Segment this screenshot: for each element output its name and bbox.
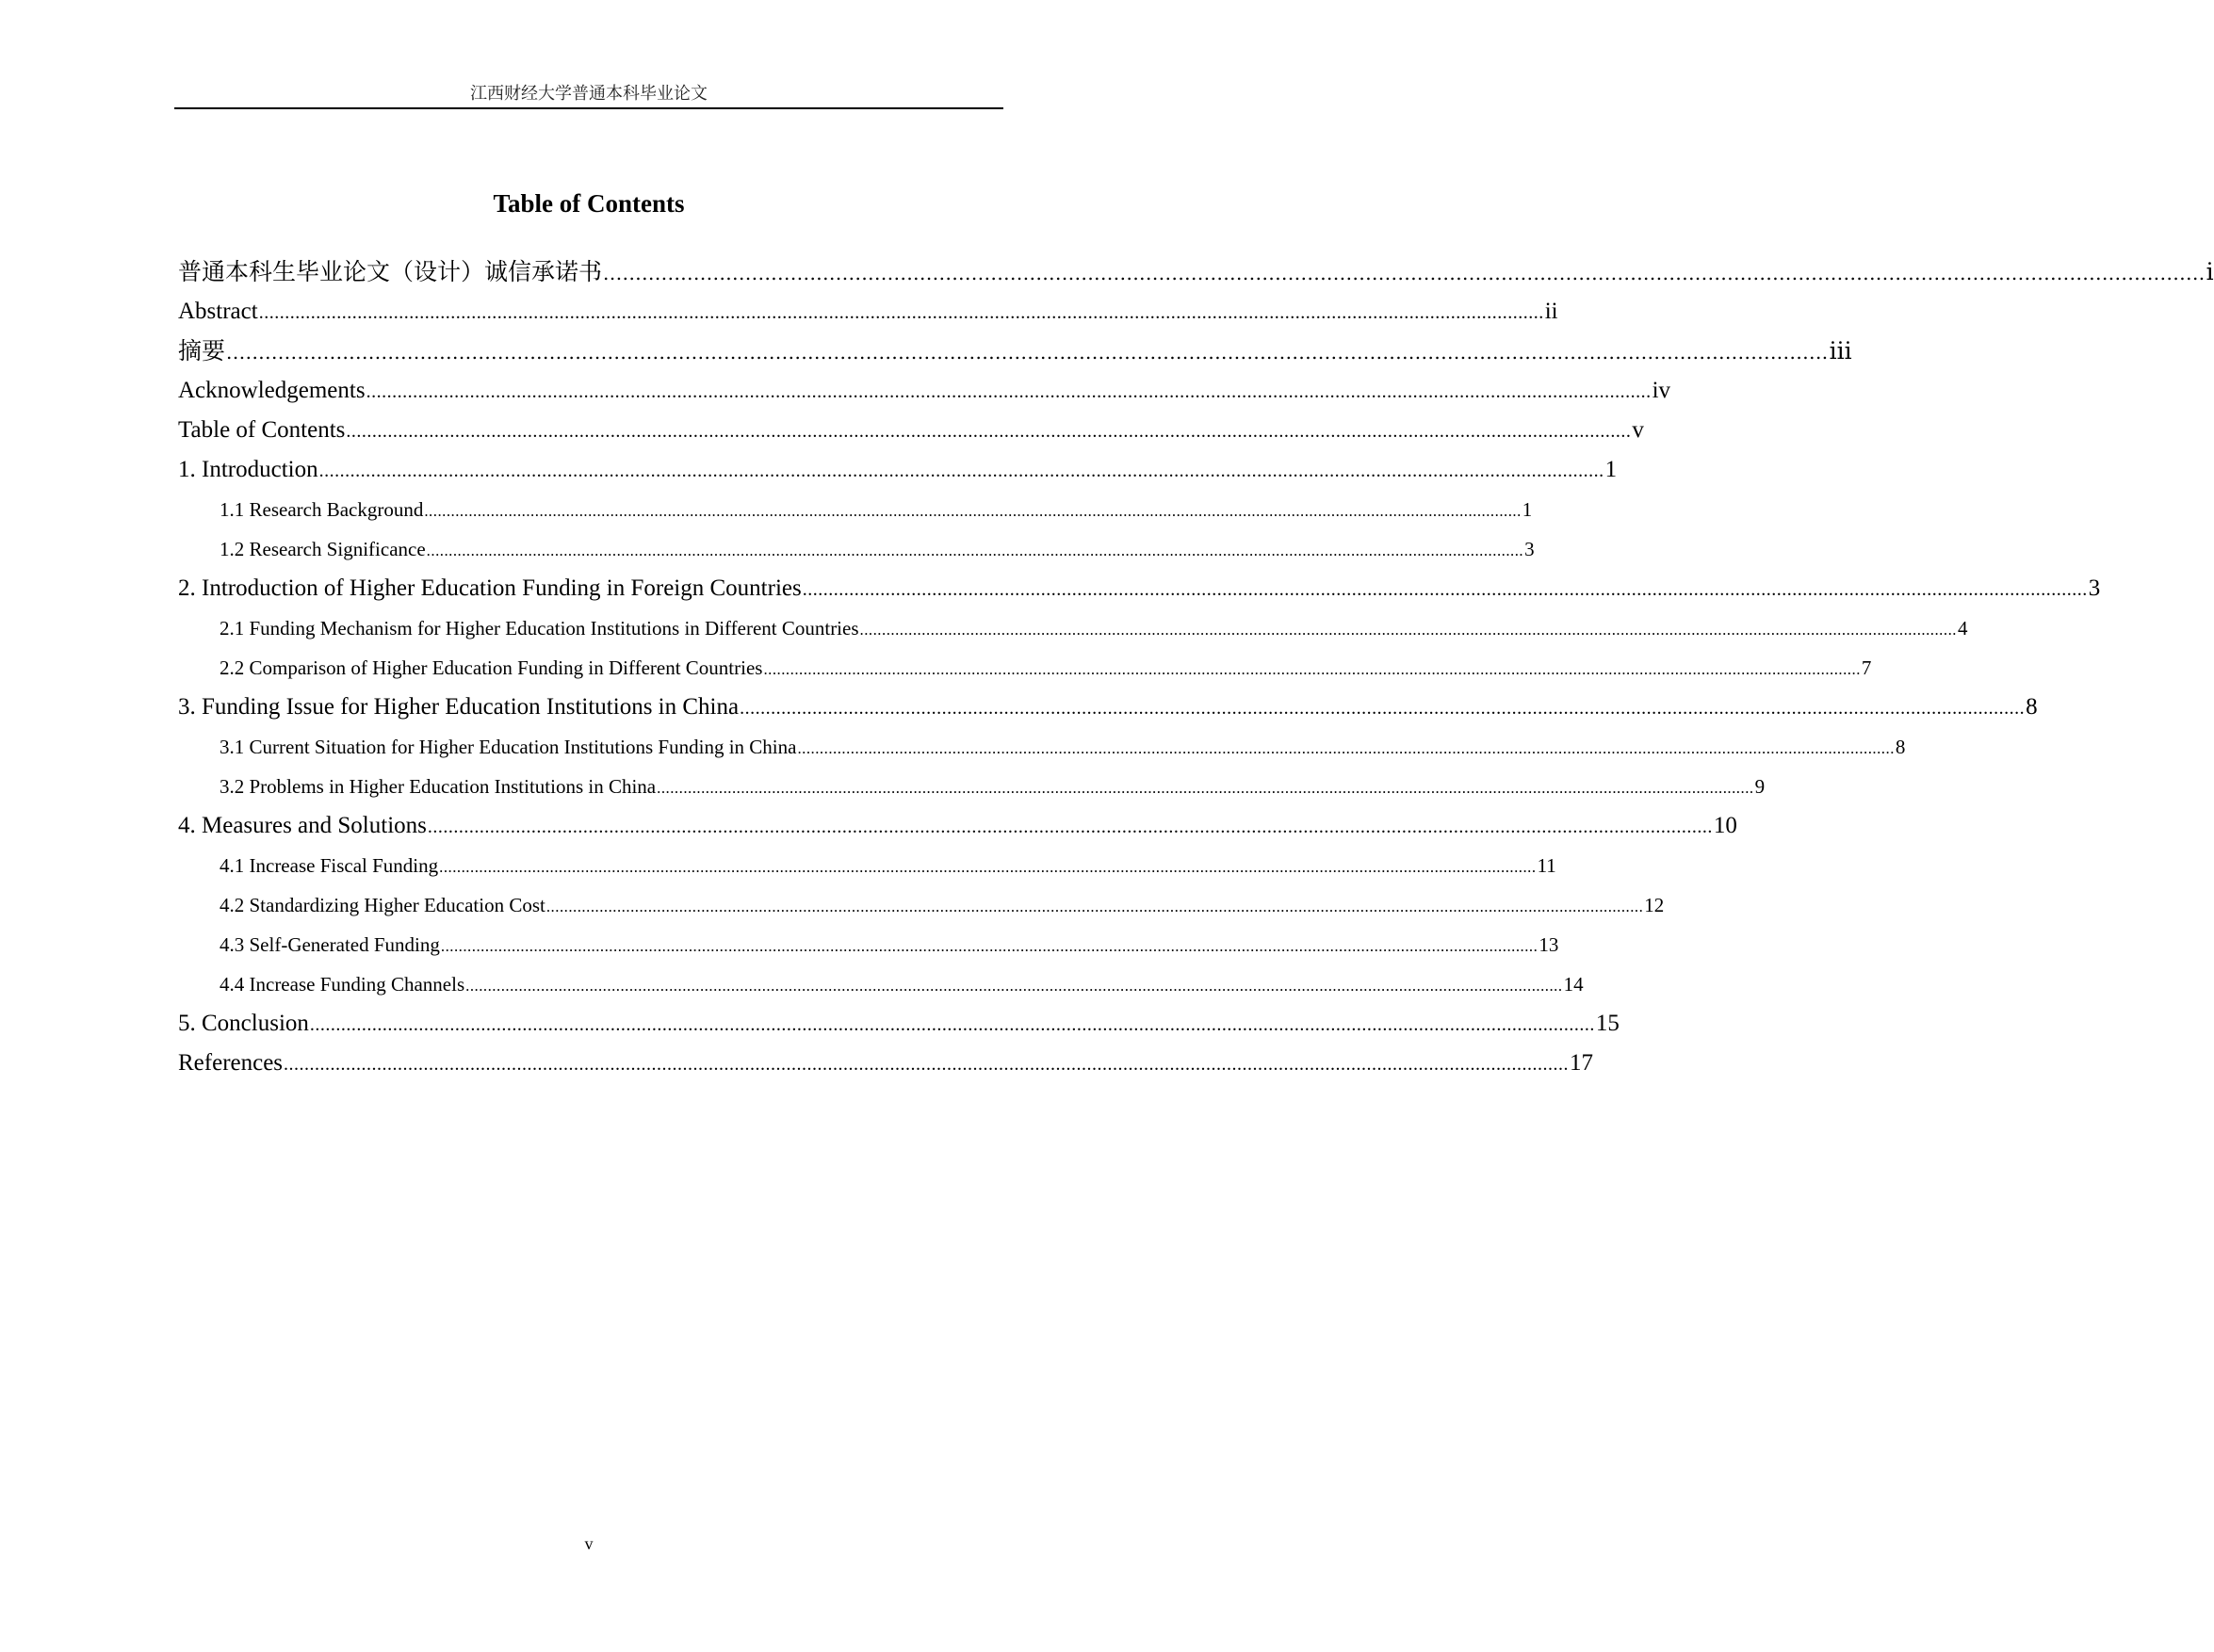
toc-entry-page: 14 bbox=[1563, 973, 1584, 996]
toc-entry-section-4-1[interactable] bbox=[178, 846, 1556, 885]
toc-entry-label: 1.1 Research Background bbox=[220, 498, 424, 521]
toc-entry-section-4-3[interactable] bbox=[178, 925, 1559, 964]
toc-entry-page: 8 bbox=[2026, 694, 2038, 720]
dot-leader bbox=[428, 807, 1713, 847]
toc-entry-page: 1 bbox=[1522, 498, 1533, 521]
toc-entry-label: 4.3 Self-Generated Funding bbox=[220, 933, 440, 956]
dot-leader bbox=[319, 451, 1604, 491]
toc-entry-section-1-2[interactable] bbox=[178, 529, 1535, 569]
toc-entry-page: 7 bbox=[1861, 656, 1872, 679]
toc-entry-label: Table of Contents bbox=[178, 417, 346, 443]
header-rule bbox=[174, 107, 1003, 109]
toc-entry-section-4-2[interactable] bbox=[178, 885, 1665, 925]
toc-entry-section-2-2[interactable] bbox=[178, 648, 1872, 688]
dot-leader bbox=[803, 570, 2088, 609]
toc-entry-label: 4. Measures and Solutions bbox=[178, 813, 427, 838]
toc-entry-page: ii bbox=[1544, 299, 1558, 324]
toc-entry-label: 3.2 Problems in Higher Education Institutions in China bbox=[220, 775, 657, 798]
toc-entry-page: 9 bbox=[1754, 775, 1766, 798]
toc-entry-section-1-1[interactable] bbox=[178, 490, 1533, 529]
running-header: 江西财经大学普通本科毕业论文 bbox=[470, 84, 708, 103]
toc-entry-page: 8 bbox=[1895, 736, 1906, 758]
dot-leader bbox=[860, 610, 1957, 650]
toc-entry-chapter-3[interactable] bbox=[178, 688, 2038, 727]
toc-entry-label: 4.1 Increase Fiscal Funding bbox=[220, 854, 439, 877]
dot-leader bbox=[465, 966, 1562, 1006]
toc-entry-page: 15 bbox=[1595, 1011, 1620, 1036]
toc-entry-abstract[interactable] bbox=[178, 292, 1558, 332]
toc-entry-page: 1 bbox=[1604, 457, 1618, 482]
toc-entry-label: 1.2 Research Significance bbox=[220, 538, 426, 560]
toc-entry-chapter-5[interactable] bbox=[178, 1004, 1620, 1044]
dot-leader bbox=[284, 1045, 1569, 1084]
toc-entry-chinese-abstract[interactable] bbox=[178, 332, 1852, 371]
toc-entry-label: Abstract bbox=[178, 299, 258, 324]
dot-leader bbox=[259, 293, 1544, 332]
dot-leader bbox=[427, 531, 1523, 571]
toc-entry-page: v bbox=[1632, 417, 1644, 443]
dot-leader bbox=[441, 927, 1538, 966]
toc-entry-page: 4 bbox=[1957, 617, 1968, 640]
toc-entry-chapter-2[interactable] bbox=[178, 569, 2101, 608]
toc-entry-page: 3 bbox=[2088, 575, 2101, 601]
toc-entry-chapter-4[interactable] bbox=[178, 806, 1737, 846]
toc-entry-page: 17 bbox=[1570, 1050, 1594, 1076]
dot-leader bbox=[546, 887, 1643, 927]
toc-entry-label: 5. Conclusion bbox=[178, 1011, 309, 1036]
dot-leader bbox=[657, 769, 1753, 808]
toc-list bbox=[178, 252, 2214, 1083]
toc-entry-label: 1. Introduction bbox=[178, 457, 318, 482]
toc-entry-page: 10 bbox=[1713, 813, 1737, 838]
toc-entry-label: 2.1 Funding Mechanism for Higher Education Institutions in Different Countries bbox=[220, 617, 859, 640]
dot-leader bbox=[603, 253, 2206, 293]
dot-leader bbox=[310, 1005, 1595, 1045]
toc-entry-section-2-1[interactable] bbox=[178, 608, 1968, 648]
toc-entry-label: 普通本科生毕业论文（设计）诚信承诺书 bbox=[178, 258, 603, 285]
toc-entry-page: 3 bbox=[1524, 538, 1535, 560]
dot-leader bbox=[366, 372, 1652, 412]
dot-leader bbox=[797, 729, 1894, 769]
dot-leader bbox=[226, 332, 1829, 372]
page-title: Table of Contents bbox=[493, 189, 685, 218]
toc-entry-page: 11 bbox=[1537, 854, 1556, 877]
dot-leader bbox=[346, 412, 1631, 451]
toc-entry-label: Acknowledgements bbox=[178, 378, 366, 403]
dot-leader bbox=[740, 688, 2025, 728]
toc-entry-label: 4.4 Increase Funding Channels bbox=[220, 973, 465, 996]
toc-entry-label: References bbox=[178, 1050, 284, 1076]
toc-entry-label: 4.2 Standardizing Higher Education Cost bbox=[220, 894, 545, 916]
toc-entry-chapter-1[interactable] bbox=[178, 450, 1618, 490]
toc-entry-references[interactable] bbox=[178, 1044, 1594, 1083]
toc-entry-section-3-2[interactable] bbox=[178, 767, 1766, 806]
toc-entry-page: iii bbox=[1829, 337, 1852, 364]
toc-entry-section-3-1[interactable] bbox=[178, 727, 1906, 767]
toc-entry-acknowledgements[interactable] bbox=[178, 371, 1671, 411]
toc-entry-page: 12 bbox=[1644, 894, 1665, 916]
page-number: v bbox=[584, 1534, 594, 1553]
toc-entry-label: 2.2 Comparison of Higher Education Funding in Different Countries bbox=[220, 656, 763, 679]
toc-entry-page: iv bbox=[1652, 378, 1671, 403]
toc-entry-page: 13 bbox=[1538, 933, 1559, 956]
toc-entry-table-of-contents[interactable] bbox=[178, 411, 1644, 450]
toc-entry-label: 3.1 Current Situation for Higher Education Institutions Funding in China bbox=[220, 736, 797, 758]
toc-entry-page: i bbox=[2206, 258, 2214, 285]
toc-entry-label: 2. Introduction of Higher Education Funding in Foreign Countries bbox=[178, 575, 802, 601]
dot-leader bbox=[439, 848, 1536, 887]
toc-entry-integrity-pledge[interactable] bbox=[178, 252, 2214, 292]
toc-entry-label: 3. Funding Issue for Higher Education Institutions in China bbox=[178, 694, 740, 720]
dot-leader bbox=[763, 650, 1860, 689]
toc-entry-label: 摘要 bbox=[178, 337, 226, 364]
toc-entry-section-4-4[interactable] bbox=[178, 964, 1584, 1004]
dot-leader bbox=[424, 492, 1521, 531]
